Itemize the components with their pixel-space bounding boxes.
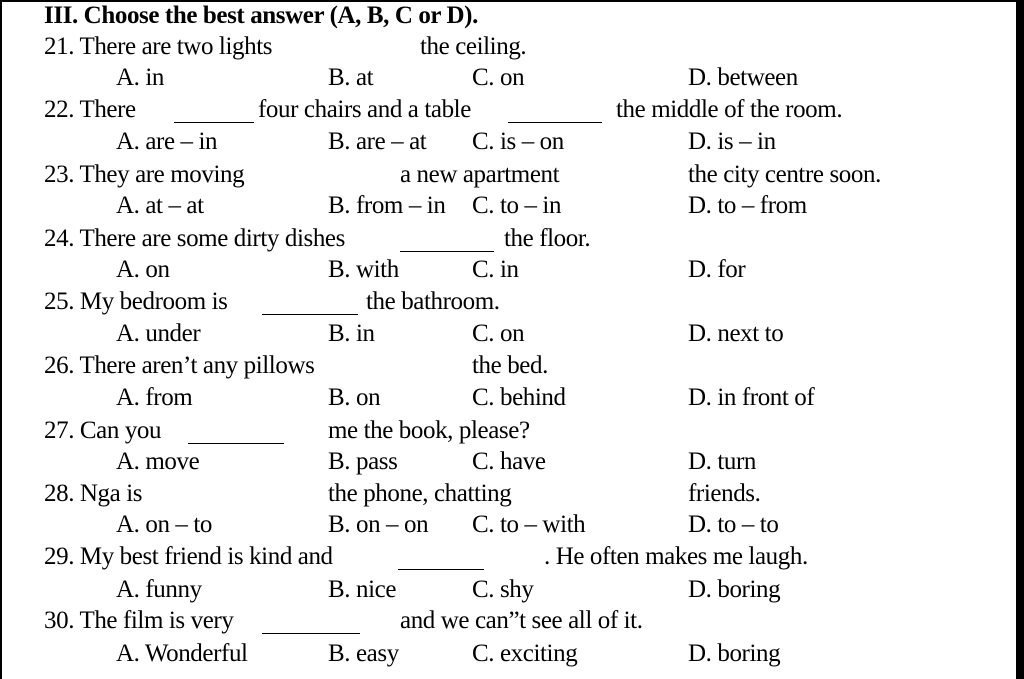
question-22-blank-1 xyxy=(174,122,254,123)
question-22-blank-2 xyxy=(508,122,602,123)
page-frame-left xyxy=(0,0,2,679)
question-26-option-c: C. behind xyxy=(472,384,566,411)
question-28-option-d: D. to – to xyxy=(688,511,779,538)
question-26-option-a: A. from xyxy=(116,384,193,411)
question-23-text-2: a new apartment xyxy=(400,161,560,188)
question-30-option-c: C. exciting xyxy=(472,640,578,667)
question-27-option-a: A. move xyxy=(116,448,200,475)
question-28-text-1: 28. Nga is xyxy=(44,480,143,507)
question-25-text-2: the bathroom. xyxy=(366,288,500,315)
question-22-option-a: A. are – in xyxy=(116,128,218,155)
question-28-text-2: the phone, chatting xyxy=(328,480,512,507)
question-22-option-d: D. is – in xyxy=(688,128,776,155)
question-30-blank xyxy=(262,633,360,634)
question-30-text-1: 30. The film is very xyxy=(44,607,234,634)
question-30-text-2: and we can”t see all of it. xyxy=(400,607,643,634)
question-26-option-d: D. in front of xyxy=(688,384,815,411)
question-29-text-2: . He often makes me laugh. xyxy=(544,543,808,570)
question-29-option-d: D. boring xyxy=(688,576,781,603)
question-29-option-a: A. funny xyxy=(116,576,202,603)
question-25-blank xyxy=(262,314,358,315)
question-29-blank xyxy=(398,569,484,570)
question-25-option-c: C. on xyxy=(472,320,525,347)
question-22-text-1: 22. There xyxy=(44,96,136,123)
question-26-text-1: 26. There aren’t any pillows xyxy=(44,352,315,379)
question-27-option-b: B. pass xyxy=(328,448,398,475)
question-21-option-c: C. on xyxy=(472,64,525,91)
question-21-text-1: 21. There are two lights xyxy=(44,33,273,60)
question-24-option-c: C. in xyxy=(472,256,519,283)
page-frame-right xyxy=(1016,0,1024,679)
question-25-option-a: A. under xyxy=(116,320,201,347)
question-28-option-c: C. to – with xyxy=(472,511,586,538)
question-22-text-3: the middle of the room. xyxy=(616,96,843,123)
question-25-option-b: B. in xyxy=(328,320,375,347)
question-23-text-3: the city centre soon. xyxy=(688,161,881,188)
question-24-text-2: the floor. xyxy=(504,225,591,252)
question-23-text-1: 23. They are moving xyxy=(44,161,245,188)
question-29-option-b: B. nice xyxy=(328,576,397,603)
question-24-option-d: D. for xyxy=(688,256,746,283)
question-28-option-b: B. on – on xyxy=(328,511,429,538)
question-24-option-b: B. with xyxy=(328,256,399,283)
question-24-blank xyxy=(400,251,494,252)
question-27-text-2: me the book, please? xyxy=(328,417,530,444)
question-22-option-b: B. are – at xyxy=(328,128,427,155)
question-27-option-d: D. turn xyxy=(688,448,757,475)
question-27-text-1: 27. Can you xyxy=(44,417,162,444)
question-23-option-c: C. to – in xyxy=(472,192,562,219)
question-21-option-a: A. in xyxy=(116,64,165,91)
question-26-text-2: the bed. xyxy=(472,352,548,379)
question-21-text-2: the ceiling. xyxy=(420,33,527,60)
question-29-text-1: 29. My best friend is kind and xyxy=(44,543,333,570)
question-22-option-c: C. is – on xyxy=(472,128,564,155)
question-21-option-b: B. at xyxy=(328,64,374,91)
question-22-text-2: four chairs and a table xyxy=(258,96,471,123)
question-23-option-b: B. from – in xyxy=(328,192,446,219)
question-24-text-1: 24. There are some dirty dishes xyxy=(44,225,345,252)
question-27-option-c: C. have xyxy=(472,448,546,475)
question-23-option-a: A. at – at xyxy=(116,192,204,219)
question-28-text-3: friends. xyxy=(688,480,761,507)
question-29-option-c: C. shy xyxy=(472,576,534,603)
question-23-option-d: D. to – from xyxy=(688,192,807,219)
question-21-option-d: D. between xyxy=(688,64,798,91)
question-30-option-b: B. easy xyxy=(328,640,399,667)
question-26-option-b: B. on xyxy=(328,384,381,411)
question-30-option-a: A. Wonderful xyxy=(116,640,248,667)
question-25-text-1: 25. My bedroom is xyxy=(44,288,228,315)
question-24-option-a: A. on xyxy=(116,256,170,283)
question-27-blank xyxy=(188,443,284,444)
question-25-option-d: D. next to xyxy=(688,320,784,347)
section-title: III. Choose the best answer (A, B, C or D). xyxy=(44,2,478,29)
question-30-option-d: D. boring xyxy=(688,640,781,667)
question-28-option-a: A. on – to xyxy=(116,511,213,538)
